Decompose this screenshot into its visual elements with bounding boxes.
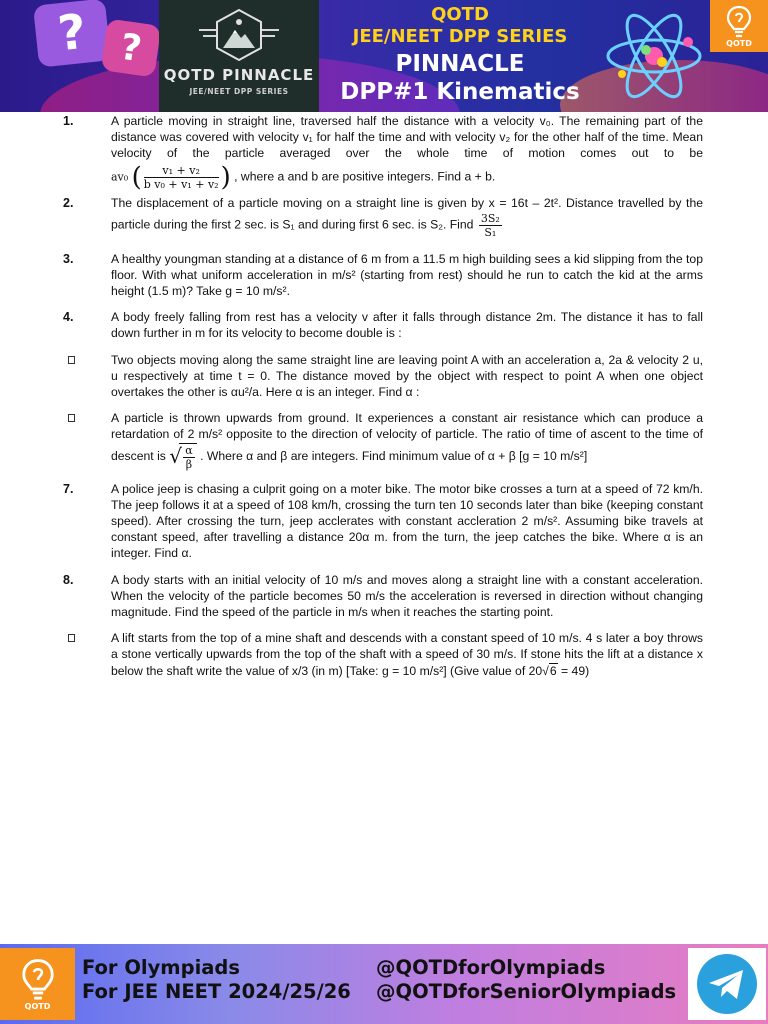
missing-glyph-marker xyxy=(68,634,75,642)
question-number: 7. xyxy=(63,481,74,496)
question-item xyxy=(0,572,768,621)
bulb-label: QOTD xyxy=(24,1001,51,1011)
header-series: JEE/NEET DPP SERIES xyxy=(352,26,568,47)
question-list xyxy=(0,113,768,689)
question-item xyxy=(0,251,768,300)
logo-title: QOTD PINNACLE xyxy=(163,66,315,84)
question-item xyxy=(0,410,768,470)
question-mark: ? xyxy=(55,3,89,63)
qotd-bulb-badge xyxy=(0,948,75,1020)
radical-sign: √ xyxy=(542,663,549,678)
question-text: Two objects moving along the same straight line are leaving point A with an acceleration a, 2a & velocity 2 u, u respectively at time t = 0. The distance moved by the object with respect to point A when one object overtakes the other is αu²/a. Here α is an integer. Find α : xyxy=(111,352,703,400)
header-qotd: QOTD xyxy=(431,4,489,25)
logo-subtitle: JEE/NEET DPP SERIES xyxy=(189,87,289,96)
question-text-part: = 49) xyxy=(557,663,590,678)
question-item xyxy=(0,481,768,562)
telegram-button[interactable] xyxy=(688,948,766,1020)
question-text-part: A particle moving in straight line, traversed half the distance with a velocity v₀. The remaining part of the distance was covered with velocity v₁ for half the time and with velocity v₂ for the other half of the time. Mean velocity of the particle averaged over the whole time of motion comes out to be xyxy=(111,114,703,161)
fraction-denominator: S₁ xyxy=(484,225,497,239)
question-number: 2. xyxy=(63,195,74,210)
question-number: 3. xyxy=(63,251,74,266)
channel-link[interactable]: @QOTDforSeniorOlympiads xyxy=(376,980,677,1003)
footer-line: For JEE NEET 2024/25/26 xyxy=(82,980,351,1003)
question-mark: ? xyxy=(117,26,145,70)
bulb-label: QOTD xyxy=(726,38,752,48)
question-text: A body starts with an initial velocity of 10 m/s and moves along a straight line with a constant acceleration. When the velocity of the particle becomes 50 m/s the acceleration is reversed in direction without changing magnitude. Find the speed of the particle in m/s when it reaches the starting point. xyxy=(111,572,703,620)
header-title-block xyxy=(340,4,580,106)
question-item xyxy=(0,352,768,401)
question-text xyxy=(111,410,703,470)
question-text xyxy=(111,630,703,679)
header-banner xyxy=(0,0,768,112)
question-number: 1. xyxy=(63,114,74,128)
question-text: A body freely falling from rest has a velocity v after it falls through distance 2m. The distance it has to fall down further in m for its velocity to become double is : xyxy=(111,310,703,341)
question-item xyxy=(0,195,768,239)
footer-channels xyxy=(376,956,676,1004)
channel-link[interactable]: @QOTDforOlympiads xyxy=(376,956,606,979)
question-item xyxy=(0,113,768,191)
question-text-part: A particle is thrown upwards from ground. It experiences a constant air resistance which can produce a retardation of 2 m/s² opposite to the direction of velocity of particle. The ratio of time of ascent to the time of descent is xyxy=(111,411,703,463)
question-number: 4. xyxy=(63,310,74,325)
question-text-part: A lift starts from the top of a mine shaft and descends with a constant speed of 10 m/s. 4 s later a boy throws a stone vertically upwards from the top of the shaft with a speed of 30 m/s. If stone hits the lift at a distance x below the shaft write the value of x/3 (in m) [Take: g = 10 m/s²] (Give value of 20 xyxy=(111,631,703,678)
question-text-part: , where a and b are positive integers. Find a + b. xyxy=(234,169,496,184)
formula-prefix: av₀ xyxy=(111,170,129,184)
page-title: DPP#1 Kinematics xyxy=(340,79,580,105)
radicand: 6 xyxy=(549,663,557,678)
fraction-denominator: β xyxy=(185,457,193,471)
question-text-part: . Where α and β are integers. Find minimum value of α + β [g = 10 m/s²] xyxy=(200,448,588,463)
question-bubble-icon xyxy=(101,18,162,77)
question-item xyxy=(0,309,768,341)
radical-sign: √ xyxy=(169,443,183,468)
mountain-emblem-icon xyxy=(197,8,281,62)
lightbulb-icon xyxy=(21,958,55,1002)
footer-audience xyxy=(82,956,351,1004)
fraction-numerator: v₁ + v₂ xyxy=(144,164,219,178)
question-text xyxy=(111,195,703,239)
question-text-part: The displacement of a particle moving on a straight line is given by x = 16t – 2t². Distance travelled by the particle during the first 2 sec. is S₁ and during first 6 sec. is S₂. Find xyxy=(111,195,703,232)
fraction xyxy=(479,212,502,239)
fraction-numerator: α xyxy=(185,443,193,457)
qotd-bulb-badge xyxy=(710,0,768,52)
missing-glyph-marker xyxy=(68,414,75,422)
footer-banner xyxy=(0,944,768,1024)
telegram-icon xyxy=(695,952,759,1016)
missing-glyph-marker xyxy=(68,356,75,364)
paren-close: ) xyxy=(220,162,231,193)
formula-line xyxy=(111,164,703,191)
fraction xyxy=(183,444,194,471)
question-item xyxy=(0,630,768,679)
qotd-pinnacle-logo xyxy=(159,0,319,112)
fraction-numerator: 3S₂ xyxy=(480,211,500,225)
header-pinnacle: PINNACLE xyxy=(395,51,525,77)
question-text: A police jeep is chasing a culprit going on a moter bike. The motor bike crosses a turn at a speed of 72 km/h. The jeep follows it at a speed of 108 km/h, crossing the turn ten 10 seconds later than bike (keeping constant speed). After crossing the turn, jeep acclerates with constant accleration 2 m/s². Assuming bike travels at constant speed, after travelling a distance 20α m. from the turn, the jeep catches the bike. Where α is an integer. Find α. xyxy=(111,481,703,561)
fraction xyxy=(144,164,219,191)
lightbulb-icon xyxy=(726,5,752,39)
question-bubble-icon xyxy=(33,0,111,68)
atom-icon xyxy=(600,4,708,108)
square-root xyxy=(169,443,196,471)
question-number: 8. xyxy=(63,572,74,587)
paren-open: ( xyxy=(131,162,142,193)
question-text xyxy=(111,113,703,191)
question-text: A healthy youngman standing at a distance of 6 m from a 11.5 m high building sees a kid slipping from the top floor. With what uniform acceleration in m/s² (starting from rest) should he run to catch the kid at the arms height (1.5 m)? Take g = 10 m/s². xyxy=(111,251,703,299)
footer-line: For Olympiads xyxy=(82,956,240,979)
fraction-denominator: b v₀ + v₁ + v₂ xyxy=(143,177,219,191)
